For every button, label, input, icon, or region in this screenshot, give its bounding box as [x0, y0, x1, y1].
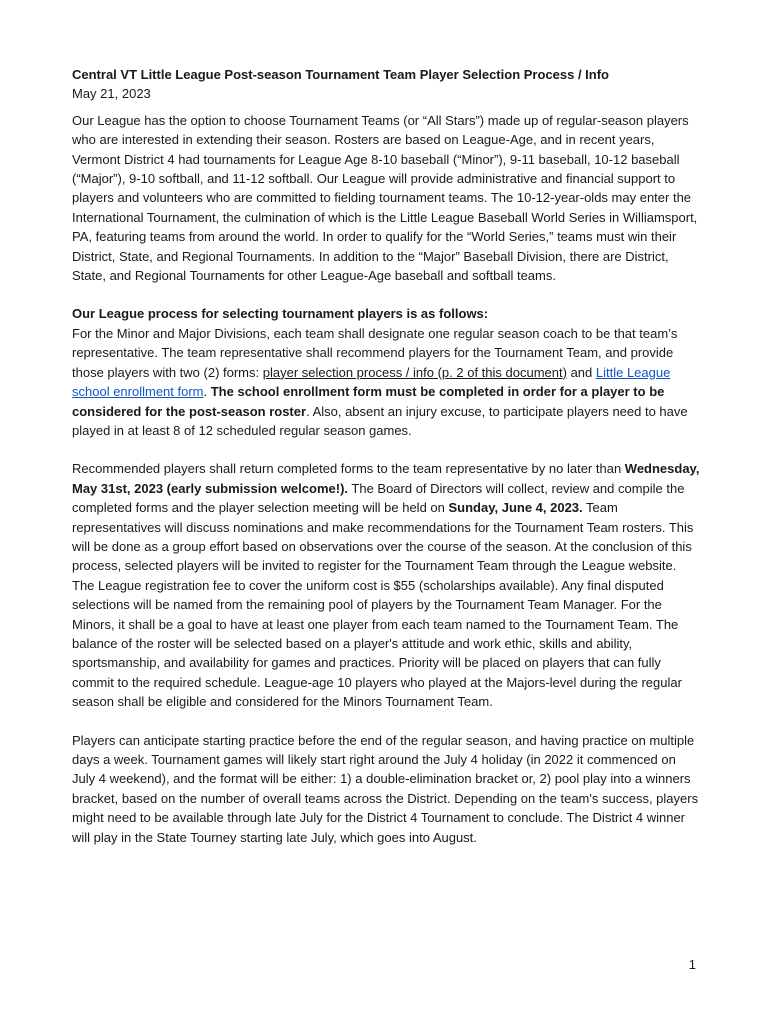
board-text: The Board of Directors will collect, review and compile the completed forms and the player selection meeting will be held on	[72, 480, 685, 516]
eligibility-text: . Also, absent an injury excuse, to participate players need to have played in at least 8 of 12 scheduled regular season games.	[72, 403, 688, 438]
document-body	[72, 65, 702, 847]
section-heading: Our League process for selecting tournament players is as follows:	[72, 306, 489, 322]
player-selection-reference: player selection process / info (p. 2 of this document)	[262, 364, 567, 380]
selection-details-text: Team representatives will discuss nominations and make recommendations for the Tournament Team rosters. This will be done as a group effort based on observations over the course of the season. At the conclusion of this process, selected players will be invited to register for the Tournament Team through the League website. The League registration fee to cover the uniform cost is $55 (scholarships available). Any final disputed selections will be named from the remaining pool of players by the Tournament Team Manager. For the Minors, it shall be a goal to have at least one player from each team named to the Tournament Team. The balance of the roster will be selected based on a player's attitude and work ethic, skills and ability, sportsmanship, and availability for games and practices. Priority will be placed on players that can fully commit to the required schedule. League-age 10 players who played at the Majors-level during the regular season shall be eligible and considered for the Minors Tournament Team.	[72, 500, 694, 710]
document-date: May 21, 2023	[72, 86, 151, 102]
process-text: For the Minor and Major Divisions, each team shall designate one regular season coach to be that team’s representative. The team representative shall recommend players for the Tournament Team, and provide those players with two (2) forms:	[72, 325, 678, 380]
process-paragraph	[72, 324, 702, 440]
document-title: Central VT Little League Post-season Tournament Team Player Selection Process / Info	[72, 67, 609, 82]
school-enrollment-form-link[interactable]: Little League school enrollment form	[72, 364, 671, 400]
separator-text: .	[203, 384, 211, 400]
meeting-date: Sunday, June 4, 2023.	[448, 500, 583, 516]
enrollment-requirement-text: The school enrollment form must be completed in order for a player to be considered for the post-season roster	[72, 384, 665, 419]
submission-deadline: Wednesday, May 31st, 2023 (early submission welcome!).	[72, 461, 700, 496]
page-number: 1	[688, 957, 696, 972]
schedule-paragraph: Players can anticipate starting practice before the end of the regular season, and having practice on multiple days a week. Tournament games will likely start right around the July 4 holiday (in 2022 it commenced on July 4 weekend), and the format will be either: 1) a double-elimination bracket or, 2) pool play into a winners bracket, based on the number of overall teams across the District. Depending on the team's success, players might need to be available through late July for the District 4 Tournament to conclude. The District 4 winner will play in the State Tourney starting late July, which goes into August.	[72, 732, 699, 845]
selection-paragraph	[72, 459, 702, 711]
conjunction-text: and	[566, 364, 596, 380]
intro-paragraph: Our League has the option to choose Tournament Teams (or “All Stars”) made up of regular-season players who are interested in extending their season. Rosters are based on League-Age, and in recent years, Vermont District 4 had tournaments for League Age 8-10 baseball (“Minor”), 9-11 baseball, 10-12 baseball (“Major”), 9-10 softball, and 11-12 softball. Our League will provide administrative and financial support to players and volunteers who are committed to fielding tournament teams. The 10-12-year-olds may enter the International Tournament, the culmination of which is the Little League Baseball World Series in Williamsport, PA, featuring teams from around the world. In order to qualify for the “World Series,” teams must win their District, State, and Regional Tournaments. In addition to the “Major” Baseball Division, there are District, State, and Regional Tournaments for other League-Age baseball and softball teams.	[72, 112, 698, 284]
submission-text: Recommended players shall return completed forms to the team representative by no later than	[72, 461, 625, 477]
